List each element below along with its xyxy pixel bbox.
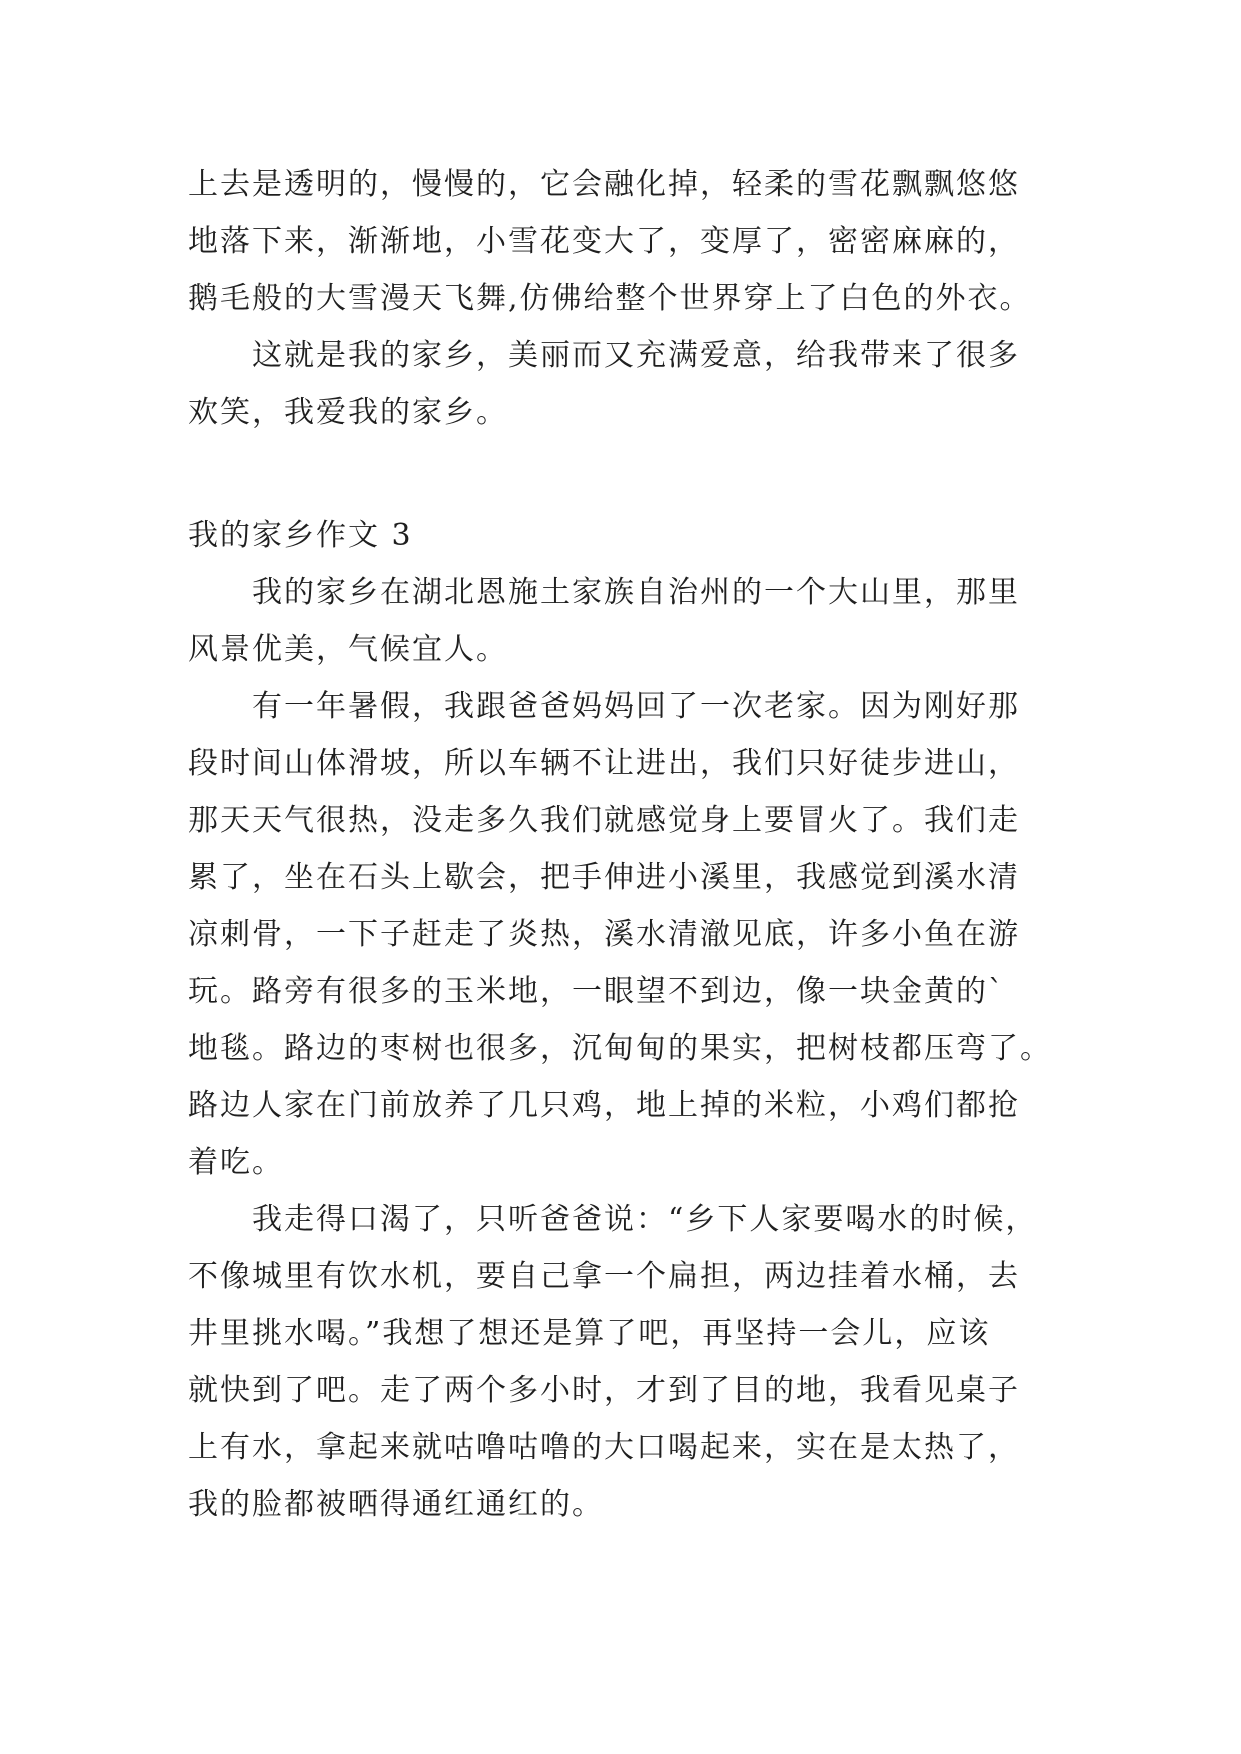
text-line: 段时间山体滑坡，所以车辆不让进出，我们只好徒步进山，: [188, 746, 1020, 781]
paragraph-first-line: 这就是我的家乡，美丽而又充满爱意，给我带来了很多: [252, 338, 1020, 373]
text-line: 地落下来，渐渐地，小雪花变大了，变厚了，密密麻麻的，: [188, 224, 1020, 259]
text-line: 井里挑水喝。”我想了想还是算了吧，再坚持一会儿，应该: [188, 1316, 991, 1351]
text-line: 鹅毛般的大雪漫天飞舞,仿佛给整个世界穿上了白色的外衣。: [188, 281, 1032, 316]
text-line: 路边人家在门前放养了几只鸡，地上掉的米粒，小鸡们都抢: [188, 1088, 1020, 1123]
text-line: 那天天气很热，没走多久我们就感觉身上要冒火了。我们走: [188, 803, 1020, 838]
text-line: 地毯。路边的枣树也很多，沉甸甸的果实，把树枝都压弯了。: [188, 1031, 1052, 1066]
text-line: 风景优美，气候宜人。: [188, 632, 508, 667]
text-line: 就快到了吧。走了两个多小时，才到了目的地，我看见桌子: [188, 1373, 1020, 1408]
text-line: 玩。路旁有很多的玉米地，一眼望不到边，像一块金黄的`: [188, 974, 1005, 1009]
text-line: 着吃。: [188, 1145, 284, 1180]
paragraph-first-line: 有一年暑假，我跟爸爸妈妈回了一次老家。因为刚好那: [252, 689, 1020, 724]
paragraph-first-line: 我的家乡在湖北恩施土家族自治州的一个大山里，那里: [252, 575, 1020, 610]
text-line: 凉刺骨，一下子赶走了炎热，溪水清澈见底，许多小鱼在游: [188, 917, 1020, 952]
text-line: 上去是透明的，慢慢的，它会融化掉，轻柔的雪花飘飘悠悠: [188, 167, 1020, 202]
text-line: 我的脸都被晒得通红通红的。: [188, 1487, 604, 1522]
text-line: 上有水，拿起来就咕噜咕噜的大口喝起来，实在是太热了，: [188, 1430, 1020, 1465]
section-heading: 我的家乡作文 3: [188, 518, 413, 553]
text-line: 不像城里有饮水机，要自己拿一个扁担，两边挂着水桶，去: [188, 1259, 1020, 1294]
text-line: 欢笑，我爱我的家乡。: [188, 395, 508, 430]
text-line: 累了，坐在石头上歇会，把手伸进小溪里，我感觉到溪水清: [188, 860, 1020, 895]
paragraph-first-line: 我走得口渴了，只听爸爸说：“乡下人家要喝水的时候，: [252, 1202, 1038, 1237]
